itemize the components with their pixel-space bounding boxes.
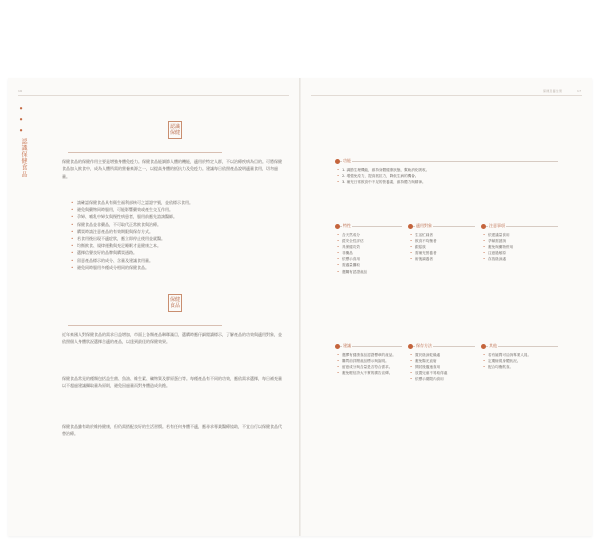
card-list (409, 232, 473, 262)
section-title: 認識保健食品 (20, 138, 27, 178)
info-card-advice (336, 343, 402, 443)
list-item: • 開封後儘速食用 (409, 364, 473, 370)
paragraph-2: 近年來國人對保健食品的需求日益增加，市面上各類產品琳瑯滿目，選購時應仔細閱讀標示，了解產品的功效與適用對象，並依照個人身體狀況選擇合適的產品，以達到最佳的保健效果。 (62, 332, 282, 345)
list-item: • 孕婦需諮詢 (482, 238, 556, 244)
list-item: • 置於陰涼乾燥處 (409, 352, 473, 358)
list-item: • 避免同時服用多種成分相同的保健食品。 (70, 264, 284, 271)
section-dots: ● ● ● (19, 106, 23, 135)
header-rule-left (18, 95, 289, 96)
list-item: • 孕婦、哺乳中婦女與慢性病患者，服用前應先諮詢醫師。 (70, 213, 284, 220)
card-title: 特性 (343, 223, 351, 228)
list-item: • 注意過敏原 (482, 250, 556, 256)
card-title: 其他 (489, 343, 497, 348)
list-item: • 2. 增強免疫力，提高抵抗力，降低生病的機會。 (336, 173, 554, 179)
list-item: • 定期檢視身體狀況。 (482, 358, 556, 364)
card-list (482, 232, 556, 262)
list-item: • 購買前詳閱產品標示與說明。 (336, 358, 400, 364)
card-rule (336, 161, 558, 162)
list-item: • 均衡飲食、規律運動與充足睡眠才是健康之本。 (70, 242, 284, 249)
card-title: 功能 (343, 158, 351, 163)
list-item: • 1. 調節生理機能，維持身體健康狀態，幫助消化吸收。 (336, 167, 554, 173)
list-item: • 購買時請注意產品的有效期限與保存方式。 (70, 228, 284, 235)
frame-rule-2 (68, 325, 222, 326)
frame-rule-1 (68, 152, 222, 153)
list-item: • 3. 補充日常飲食中不足的營養素，維持體力與精神。 (336, 179, 554, 185)
list-item: • 留意產品標示的成分、含量及建議食用量。 (70, 257, 284, 264)
left-page (8, 78, 299, 536)
card-list (482, 352, 556, 370)
info-card-notes (482, 223, 558, 318)
list-item: • 依標示食用 (336, 256, 400, 262)
header-rule-right (311, 95, 582, 96)
list-item: • 需補充營養者 (409, 250, 473, 256)
list-item: • 避免與藥物同時服用，可能影響藥效或產生交互作用。 (70, 206, 284, 213)
card-dot-icon (481, 344, 486, 349)
list-item: • 放置兒童不易取得處 (409, 370, 473, 376)
list-item: • 請確認保健食品具有衛生福利部核可之認證字號，並依標示食用。 (70, 199, 284, 206)
frame-label-1: 認識保健 (168, 121, 182, 139)
info-card-storage (409, 343, 475, 443)
list-item: • 生活忙碌者 (409, 232, 473, 238)
page-number-right: 17 (577, 89, 582, 93)
list-item: • 銀髮族 (409, 244, 473, 250)
info-card-target (409, 223, 475, 318)
right-page (301, 78, 592, 536)
list-item: • 選擇信譽良好的品牌與購買通路。 (70, 249, 284, 256)
page-number-left: 16 (18, 89, 23, 93)
list-item: • 依標示期限內食用 (409, 376, 473, 382)
list-item: • 留意成分與含量是否符合需求。 (336, 364, 400, 370)
book-spread (8, 78, 592, 536)
list-item: • 避免與藥物併用 (482, 244, 556, 250)
card-dot-icon (408, 344, 413, 349)
info-card-features (336, 223, 402, 318)
list-item: • 需適量攝取 (336, 262, 400, 268)
list-item: • 術後調養者 (409, 256, 473, 262)
bullet-list (70, 199, 284, 271)
intro-paragraph: 保健食品的保健作用主要是增強身體免疫力。保健食品能調節人體的機能，適用於特定人群，不以治療疾病為目的。可將保健食品加入飲食中，成為人體所需的營養來源之一，以提高身體的抵抗力及免疫力。建議每日依照產品說明適量食用，切勿過量。 (62, 159, 282, 179)
list-item: • 存放陰涼處 (482, 256, 556, 262)
info-card-function (336, 158, 558, 216)
card-title: 注意事項 (489, 223, 505, 228)
card-dot-icon (335, 224, 340, 229)
card-dot-icon (408, 224, 413, 229)
list-item: • 保健食品並非藥品，不可取代正常飲食與治療。 (70, 221, 284, 228)
running-header: 保健及養生策 (543, 89, 563, 93)
card-title: 保存方法 (416, 343, 432, 348)
card-dot-icon (481, 224, 486, 229)
list-item: • 經安全性評估 (336, 238, 400, 244)
list-item: • 避免陽光直射 (409, 358, 473, 364)
frame-label-2: 保健食品 (168, 294, 182, 312)
list-item: • 若有疑問可洽詢專業人員。 (482, 352, 556, 358)
card-list (336, 352, 400, 376)
list-item: • 含天然成分 (336, 232, 400, 238)
list-item: • 選擇有健康食品認證標章的產品。 (336, 352, 400, 358)
card-dot-icon (335, 159, 340, 164)
info-card-other (482, 343, 558, 443)
card-list (409, 352, 473, 382)
list-item: • 具保健功效 (336, 244, 400, 250)
paragraph-3: 保健食品常見的種類包括益生菌、魚油、維生素、礦物質及膠原蛋白等。每種產品有不同的功效，應依需求選擇，每日補充量以不超過建議攝取量為原則，避免因過量而對身體造成負擔。 (62, 376, 282, 389)
list-item: • 若食用後出現不適症狀，應立即停止使用並就醫。 (70, 235, 284, 242)
card-title: 建議 (343, 343, 351, 348)
card-list (336, 167, 554, 185)
list-item: • 依建議量食用 (482, 232, 556, 238)
list-item: • 配合均衡飲食。 (482, 364, 556, 370)
list-item: • 非藥品 (336, 250, 400, 256)
list-item: • 飲食不均衡者 (409, 238, 473, 244)
card-title: 適用對象 (416, 223, 432, 228)
list-item: • 選購有認證產品 (336, 269, 400, 275)
card-dot-icon (335, 344, 340, 349)
card-list (336, 232, 400, 275)
list-item: • 避免輕信誇大不實的廣告宣傳。 (336, 370, 400, 376)
paragraph-4: 保健食品雖有助於維持健康，但仍需搭配良好的生活習慣。若有任何身體不適，應尋求專業醫療協助，不宜自行以保健食品代替治療。 (62, 424, 282, 437)
